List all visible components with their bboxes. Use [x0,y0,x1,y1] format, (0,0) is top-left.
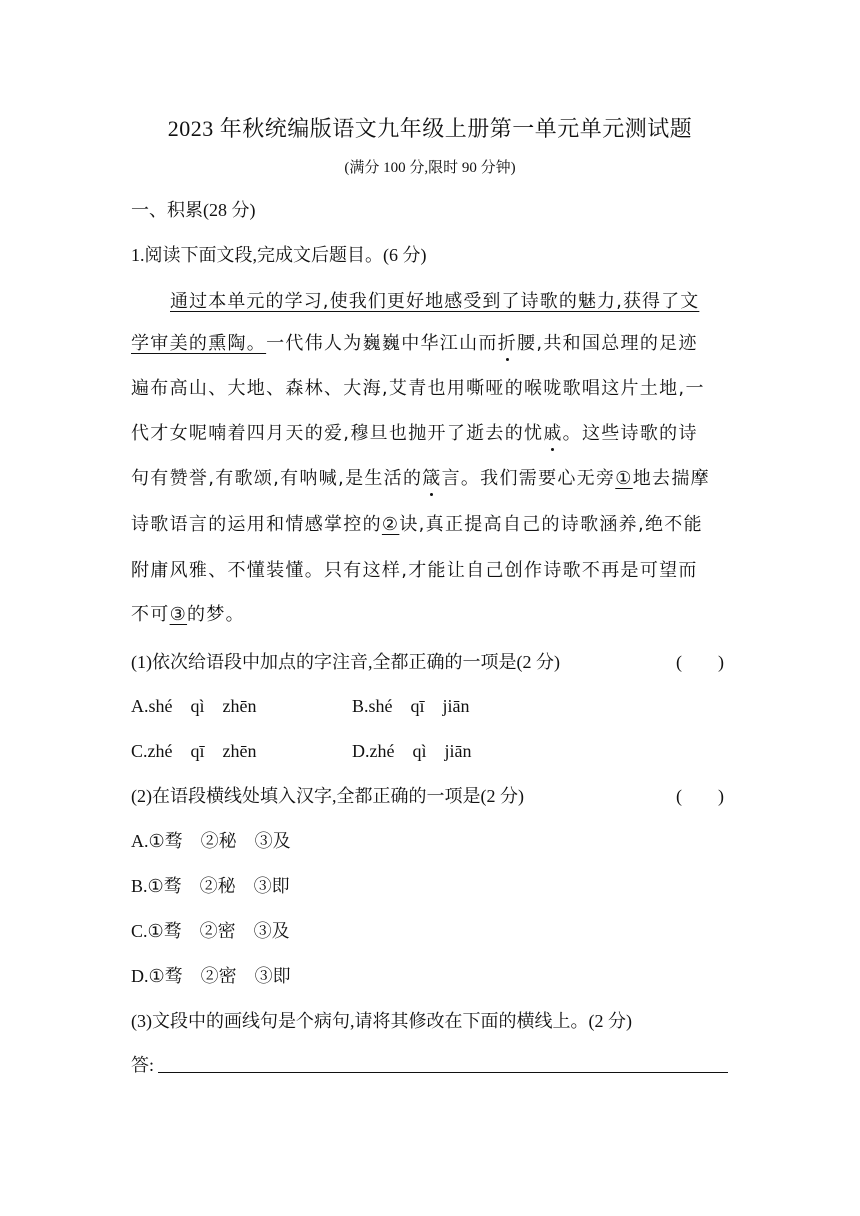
passage-text: 腰,共和国总理的足迹 [517,333,698,354]
passage-text: 地去揣摩 [632,468,710,489]
page-title: 2023 年秋统编版语文九年级上册第一单元单元测试题 [167,116,693,141]
passage-line-3 [131,374,705,400]
answer-line[interactable] [158,1072,728,1073]
passage-text: 的梦。 [187,604,245,625]
answer-paren-2[interactable]: ( ) [676,786,724,806]
option-1b[interactable]: B.shé qī jiān [352,696,470,716]
passage-text: 遍布高山、大地、森林、大海,艾青也用嘶哑的喉咙歌唱这片土地,一 [131,378,705,399]
option-2d[interactable]: D.①骛 ②密 ③即 [131,966,291,986]
dotted-char-3: 箴 [422,468,442,489]
underlined-sentence-part-2: 学审美的熏陶。 [131,333,267,354]
passage-line-5 [131,464,710,490]
passage-text: 不可 [131,604,170,625]
option-2b[interactable]: B.①骛 ②秘 ③即 [131,876,290,896]
dotted-char-1: 折 [497,333,518,354]
passage-text: 句有赞誉,有歌颂,有呐喊,是生活的 [131,468,423,489]
subquestion-1-stem: (1)依次给语段中加点的字注音,全都正确的一项是(2 分) [131,652,560,672]
underlined-sentence-part-1: 通过本单元的学习,使我们更好地感受到了诗歌的魅力,获得了文 [170,291,700,312]
subquestion-3-stem: (3)文段中的画线句是个病句,请将其修改在下面的横线上。(2 分) [131,1011,632,1031]
passage-line-8 [131,600,245,626]
page-subtitle: (满分 100 分,限时 90 分钟) [344,160,516,176]
passage-line-2 [131,329,698,355]
blank-1: ① [615,468,633,489]
passage-text: 一代伟人为巍巍中华江山而 [266,333,498,354]
question-1-stem: 1.阅读下面文段,完成文后题目。(6 分) [131,245,427,265]
passage-text: 诗歌语言的运用和情感掌控的 [131,514,382,535]
passage-text: 附庸风雅、不懂装懂。只有这样,才能让自己创作诗歌不再是可望而 [131,560,698,581]
option-1c[interactable]: C.zhé qī zhēn [131,741,257,761]
blank-2: ② [381,514,400,535]
passage-text: 诀,真正提高自己的诗歌涵养,绝不能 [399,514,703,535]
option-2c[interactable]: C.①骛 ②密 ③及 [131,921,290,941]
section-heading: 一、积累(28 分) [131,200,256,220]
answer-label: 答: [131,1055,155,1075]
passage-text: 言。我们需要心无旁 [441,468,616,489]
passage-line-4 [131,419,698,445]
option-1a[interactable]: A.shé qì zhēn [131,696,257,716]
passage-line-7 [131,556,698,582]
passage-line-6 [131,510,703,536]
dotted-char-2: 戚 [543,423,563,444]
answer-paren-1[interactable]: ( ) [676,652,724,672]
subquestion-2-stem: (2)在语段横线处填入汉字,全都正确的一项是(2 分) [131,786,524,806]
passage-text: 代才女呢喃着四月天的爱,穆旦也抛开了逝去的忧 [131,423,544,444]
option-2a[interactable]: A.①骛 ②秘 ③及 [131,831,291,851]
option-1d[interactable]: D.zhé qì jiān [352,741,472,761]
passage-line-1 [170,287,699,313]
passage-text: 。这些诗歌的诗 [562,423,698,444]
blank-3: ③ [169,604,188,625]
